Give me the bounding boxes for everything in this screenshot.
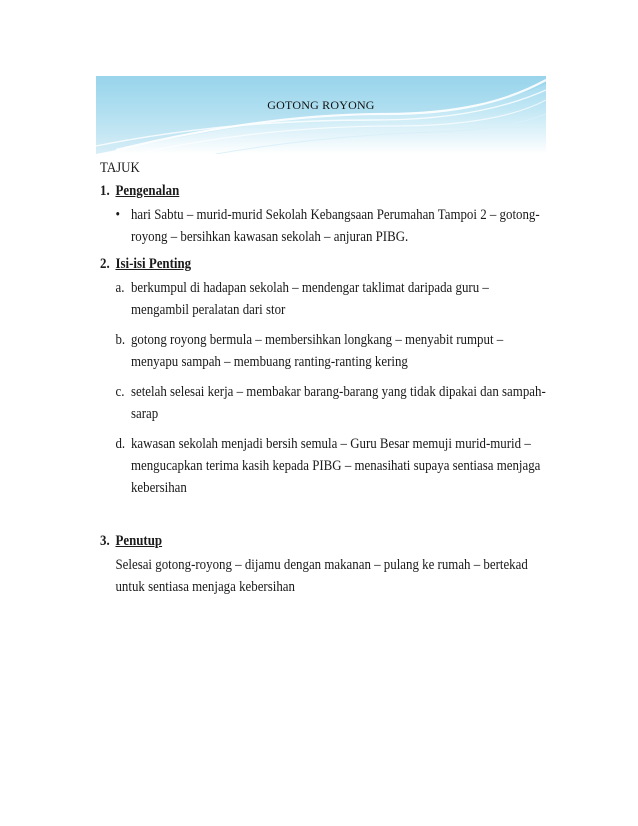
section-heading [100, 533, 550, 550]
list-marker: b. [115, 332, 126, 348]
section-number: 2. [100, 256, 110, 272]
section-number: 1. [100, 183, 110, 199]
list-item [115, 204, 549, 248]
list-item-text: setelah selesai kerja – membakar barang-barang yang tidak dipakai dan sampah-sarap [130, 384, 546, 422]
list-item [115, 329, 549, 373]
list-marker: a. [115, 280, 125, 296]
list-marker: c. [115, 384, 125, 400]
list-item [115, 277, 549, 321]
banner-title: GOTONG ROYONG [267, 98, 375, 112]
section-heading [100, 183, 550, 200]
section-heading [100, 256, 550, 273]
section-isi-isi-penting [100, 256, 550, 499]
document-body [100, 160, 546, 604]
list-item-text: gotong royong bermula – membersihkan longkang – menyabit rumput – menyapu sampah – membuang ranting-ranting kering [130, 332, 504, 370]
bullet-marker: • [115, 207, 121, 223]
section-title: Penutup [115, 533, 163, 549]
wave-decoration [96, 76, 546, 154]
section-number: 3. [100, 533, 110, 549]
section-spacer [100, 507, 550, 533]
section-title: Pengenalan [115, 183, 180, 199]
list-item [115, 381, 549, 425]
list-item [115, 433, 549, 499]
closing-paragraph: Selesai gotong-royong – dijamu dengan makanan – pulang ke rumah – bertekad untuk sentiasa menjaga kebersihan [115, 557, 528, 595]
list-item-text: hari Sabtu – murid-murid Sekolah Kebangsaan Perumahan Tampoi 2 – gotong-royong – bersihkan kawasan sekolah – anjuran PIBG. [130, 207, 540, 245]
section-penutup [100, 533, 550, 598]
header-banner [96, 76, 546, 154]
section-pengenalan [100, 183, 550, 248]
tajuk-heading: TAJUK [100, 160, 140, 176]
section-title: Isi-isi Penting [115, 256, 192, 272]
list-item-text: berkumpul di hadapan sekolah – mendengar taklimat daripada guru – mengambil peralatan dari stor [130, 280, 489, 318]
list-item-text: kawasan sekolah menjadi bersih semula – Guru Besar memuji murid-murid – mengucapkan terima kasih kepada PIBG – menasihati supaya sentiasa menjaga kebersihan [130, 436, 541, 496]
list-marker: d. [115, 436, 126, 452]
